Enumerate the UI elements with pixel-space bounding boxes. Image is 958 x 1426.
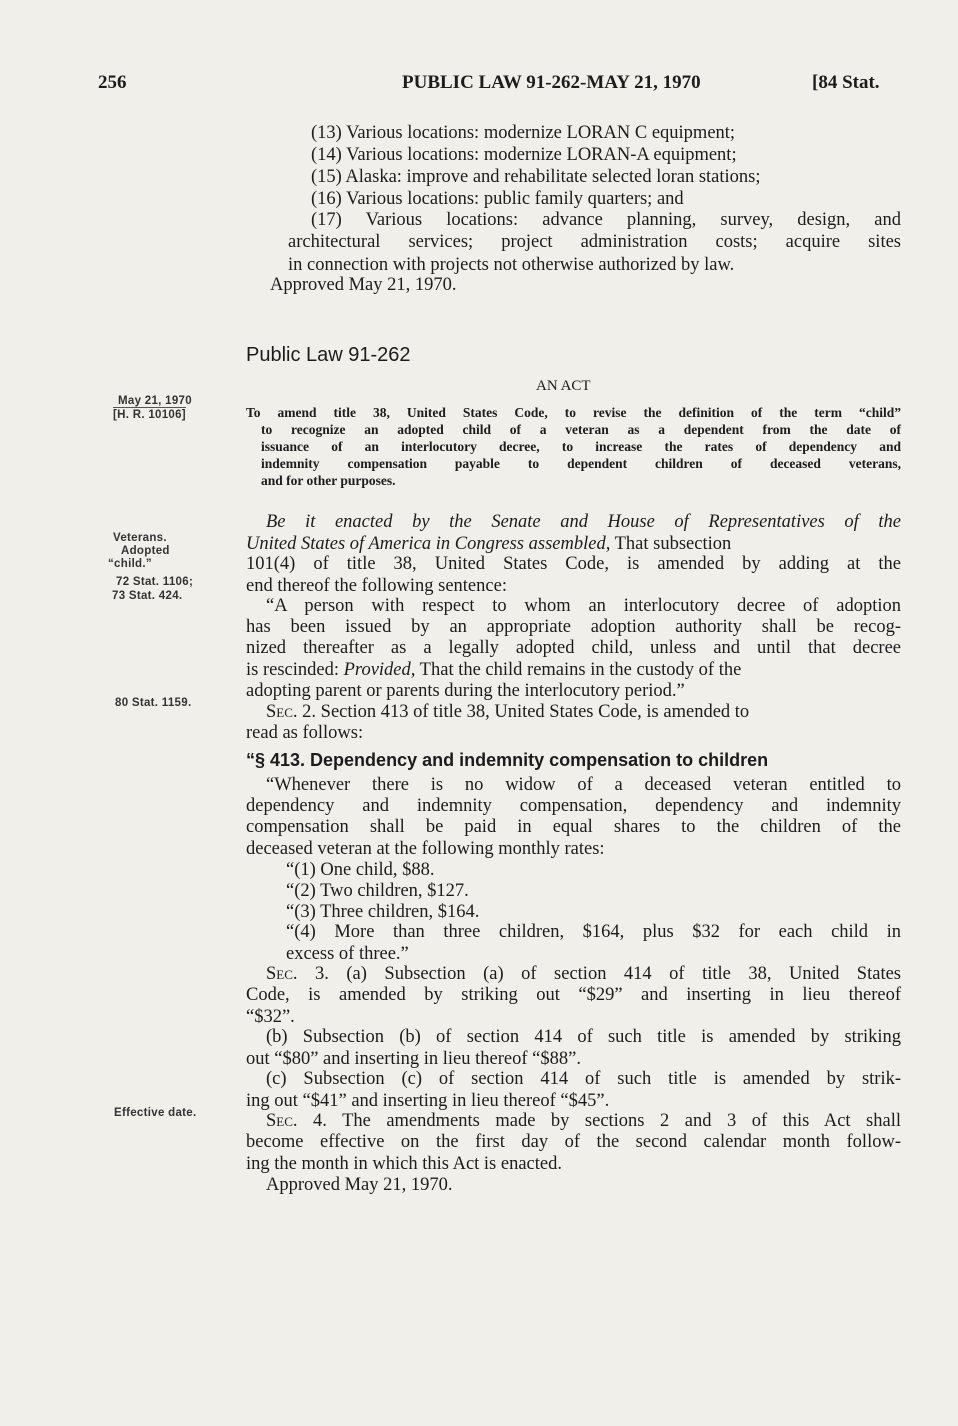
list-item: (14) Various locations: modernize LORAN-A equipment; (311, 145, 737, 165)
list-item-continued: in connection with projects not otherwise authorized by law. (288, 255, 735, 275)
section-heading: “§ 413. Dependency and indemnity compensation to children (246, 750, 769, 770)
act-label: AN ACT (536, 378, 591, 394)
body-line (246, 659, 741, 681)
section-label: Sec. 3. (266, 964, 329, 984)
summary-line: indemnity compensation payable to dependent children of deceased veterans, (261, 456, 901, 471)
stat-reference: [84 Stat. (812, 72, 880, 93)
body-line: 101(4) of title 38, United States Code, is amended by adding at the (246, 554, 901, 574)
section-2 (266, 701, 749, 723)
margin-veterans: Veterans. (113, 532, 167, 544)
running-title: PUBLIC LAW 91-262-MAY 21, 1970 (402, 72, 701, 93)
proviso-text: That the child remains in the custody of the (415, 660, 742, 680)
body-line: “$32”. (246, 1007, 295, 1027)
body-line: ing out “$41” and inserting in lieu thereof “$45”. (246, 1091, 610, 1111)
margin-stat: 73 Stat. 424. (112, 590, 183, 602)
enacting-clause: Be it enacted by the Senate and House of Representatives of the (266, 512, 901, 532)
summary-line: To amend title 38, United States Code, to revise the definition of the term “child” (246, 405, 901, 420)
rate-item: “(3) Three children, $164. (286, 902, 480, 922)
body-line: deceased veteran at the following monthly rates: (246, 839, 605, 859)
list-item: (16) Various locations: public family quarters; and (311, 189, 684, 209)
margin-stat: 80 Stat. 1159. (115, 697, 192, 709)
enacting-italic: United States of America in Congress assembled, (246, 534, 611, 554)
list-item-continued: architectural services; project administration costs; acquire sites (288, 232, 901, 252)
section-label: Sec. 4. (266, 1111, 327, 1131)
margin-bill: [H. R. 10106] (113, 409, 186, 421)
summary-line: to recognize an adopted child of a veteran as a dependent from the date of (261, 422, 901, 437)
body-line: read as follows: (246, 723, 364, 743)
enacting-clause (246, 533, 731, 555)
rate-item-continued: excess of three.” (286, 944, 409, 964)
summary-line: and for other purposes. (261, 473, 396, 488)
body-line: compensation shall be paid in equal shares to the children of the (246, 817, 901, 837)
section-text: Section 413 of title 38, United States Code, is amended to (316, 702, 750, 722)
list-item: (15) Alaska: improve and rehabilitate selected loran stations; (311, 167, 761, 187)
margin-effective-date: Effective date. (114, 1107, 197, 1119)
body-line: nized thereafter as a legally adopted child, unless and until that decree (246, 638, 901, 658)
section-3 (266, 964, 901, 985)
list-item: (17) Various locations: advance planning, survey, design, and (311, 210, 901, 230)
margin-stat: 72 Stat. 1106; (116, 576, 194, 588)
law-title: Public Law 91-262 (246, 344, 411, 366)
section-4 (266, 1111, 901, 1132)
body-line: ing the month in which this Act is enacted. (246, 1154, 562, 1174)
body-line: (c) Subsection (c) of section 414 of such title is amended by strik- (266, 1069, 901, 1089)
rate-item: “(4) More than three children, $164, plus $32 for each child in (286, 922, 901, 942)
body-line: adopting parent or parents during the interlocutory period.” (246, 681, 685, 701)
body-line: (b) Subsection (b) of section 414 of such title is amended by striking (266, 1027, 901, 1047)
act-summary (246, 404, 901, 489)
proviso-italic: Provided, (343, 660, 416, 680)
body-line: end thereof the following sentence: (246, 576, 507, 596)
margin-date: May 21, 1970 (118, 395, 192, 407)
margin-child: “child.” (108, 558, 152, 570)
approval-line: Approved May 21, 1970. (266, 1175, 453, 1195)
enacting-text: That subsection (610, 534, 732, 554)
body-line: “A person with respect to whom an interlocutory decree of adoption (266, 596, 901, 616)
section-text: The amendments made by sections 2 and 3 of this Act shall (326, 1111, 901, 1131)
proviso-text: is rescinded: (246, 660, 344, 680)
approval-line: Approved May 21, 1970. (270, 275, 457, 295)
body-line: out “$80” and inserting in lieu thereof “$88”. (246, 1049, 581, 1069)
summary-line: issuance of an interlocutory decree, to increase the rates of dependency and (261, 439, 901, 454)
rate-item: “(2) Two children, $127. (286, 881, 469, 901)
list-item: (13) Various locations: modernize LORAN C equipment; (311, 123, 736, 143)
section-label: Sec. 2. (266, 702, 317, 722)
margin-adopted: Adopted (121, 545, 170, 557)
rate-item: “(1) One child, $88. (286, 860, 435, 880)
body-line: dependency and indemnity compensation, dependency and indemnity (246, 796, 901, 816)
body-line: Code, is amended by striking out “$29” and inserting in lieu thereof (246, 985, 901, 1005)
page-number: 256 (98, 72, 127, 93)
body-line: has been issued by an appropriate adoption authority shall be recog- (246, 617, 901, 637)
section-text: (a) Subsection (a) of section 414 of title 38, United States (328, 964, 902, 984)
body-line: “Whenever there is no widow of a deceased veteran entitled to (266, 775, 901, 795)
body-line: become effective on the first day of the second calendar month follow- (246, 1132, 901, 1152)
